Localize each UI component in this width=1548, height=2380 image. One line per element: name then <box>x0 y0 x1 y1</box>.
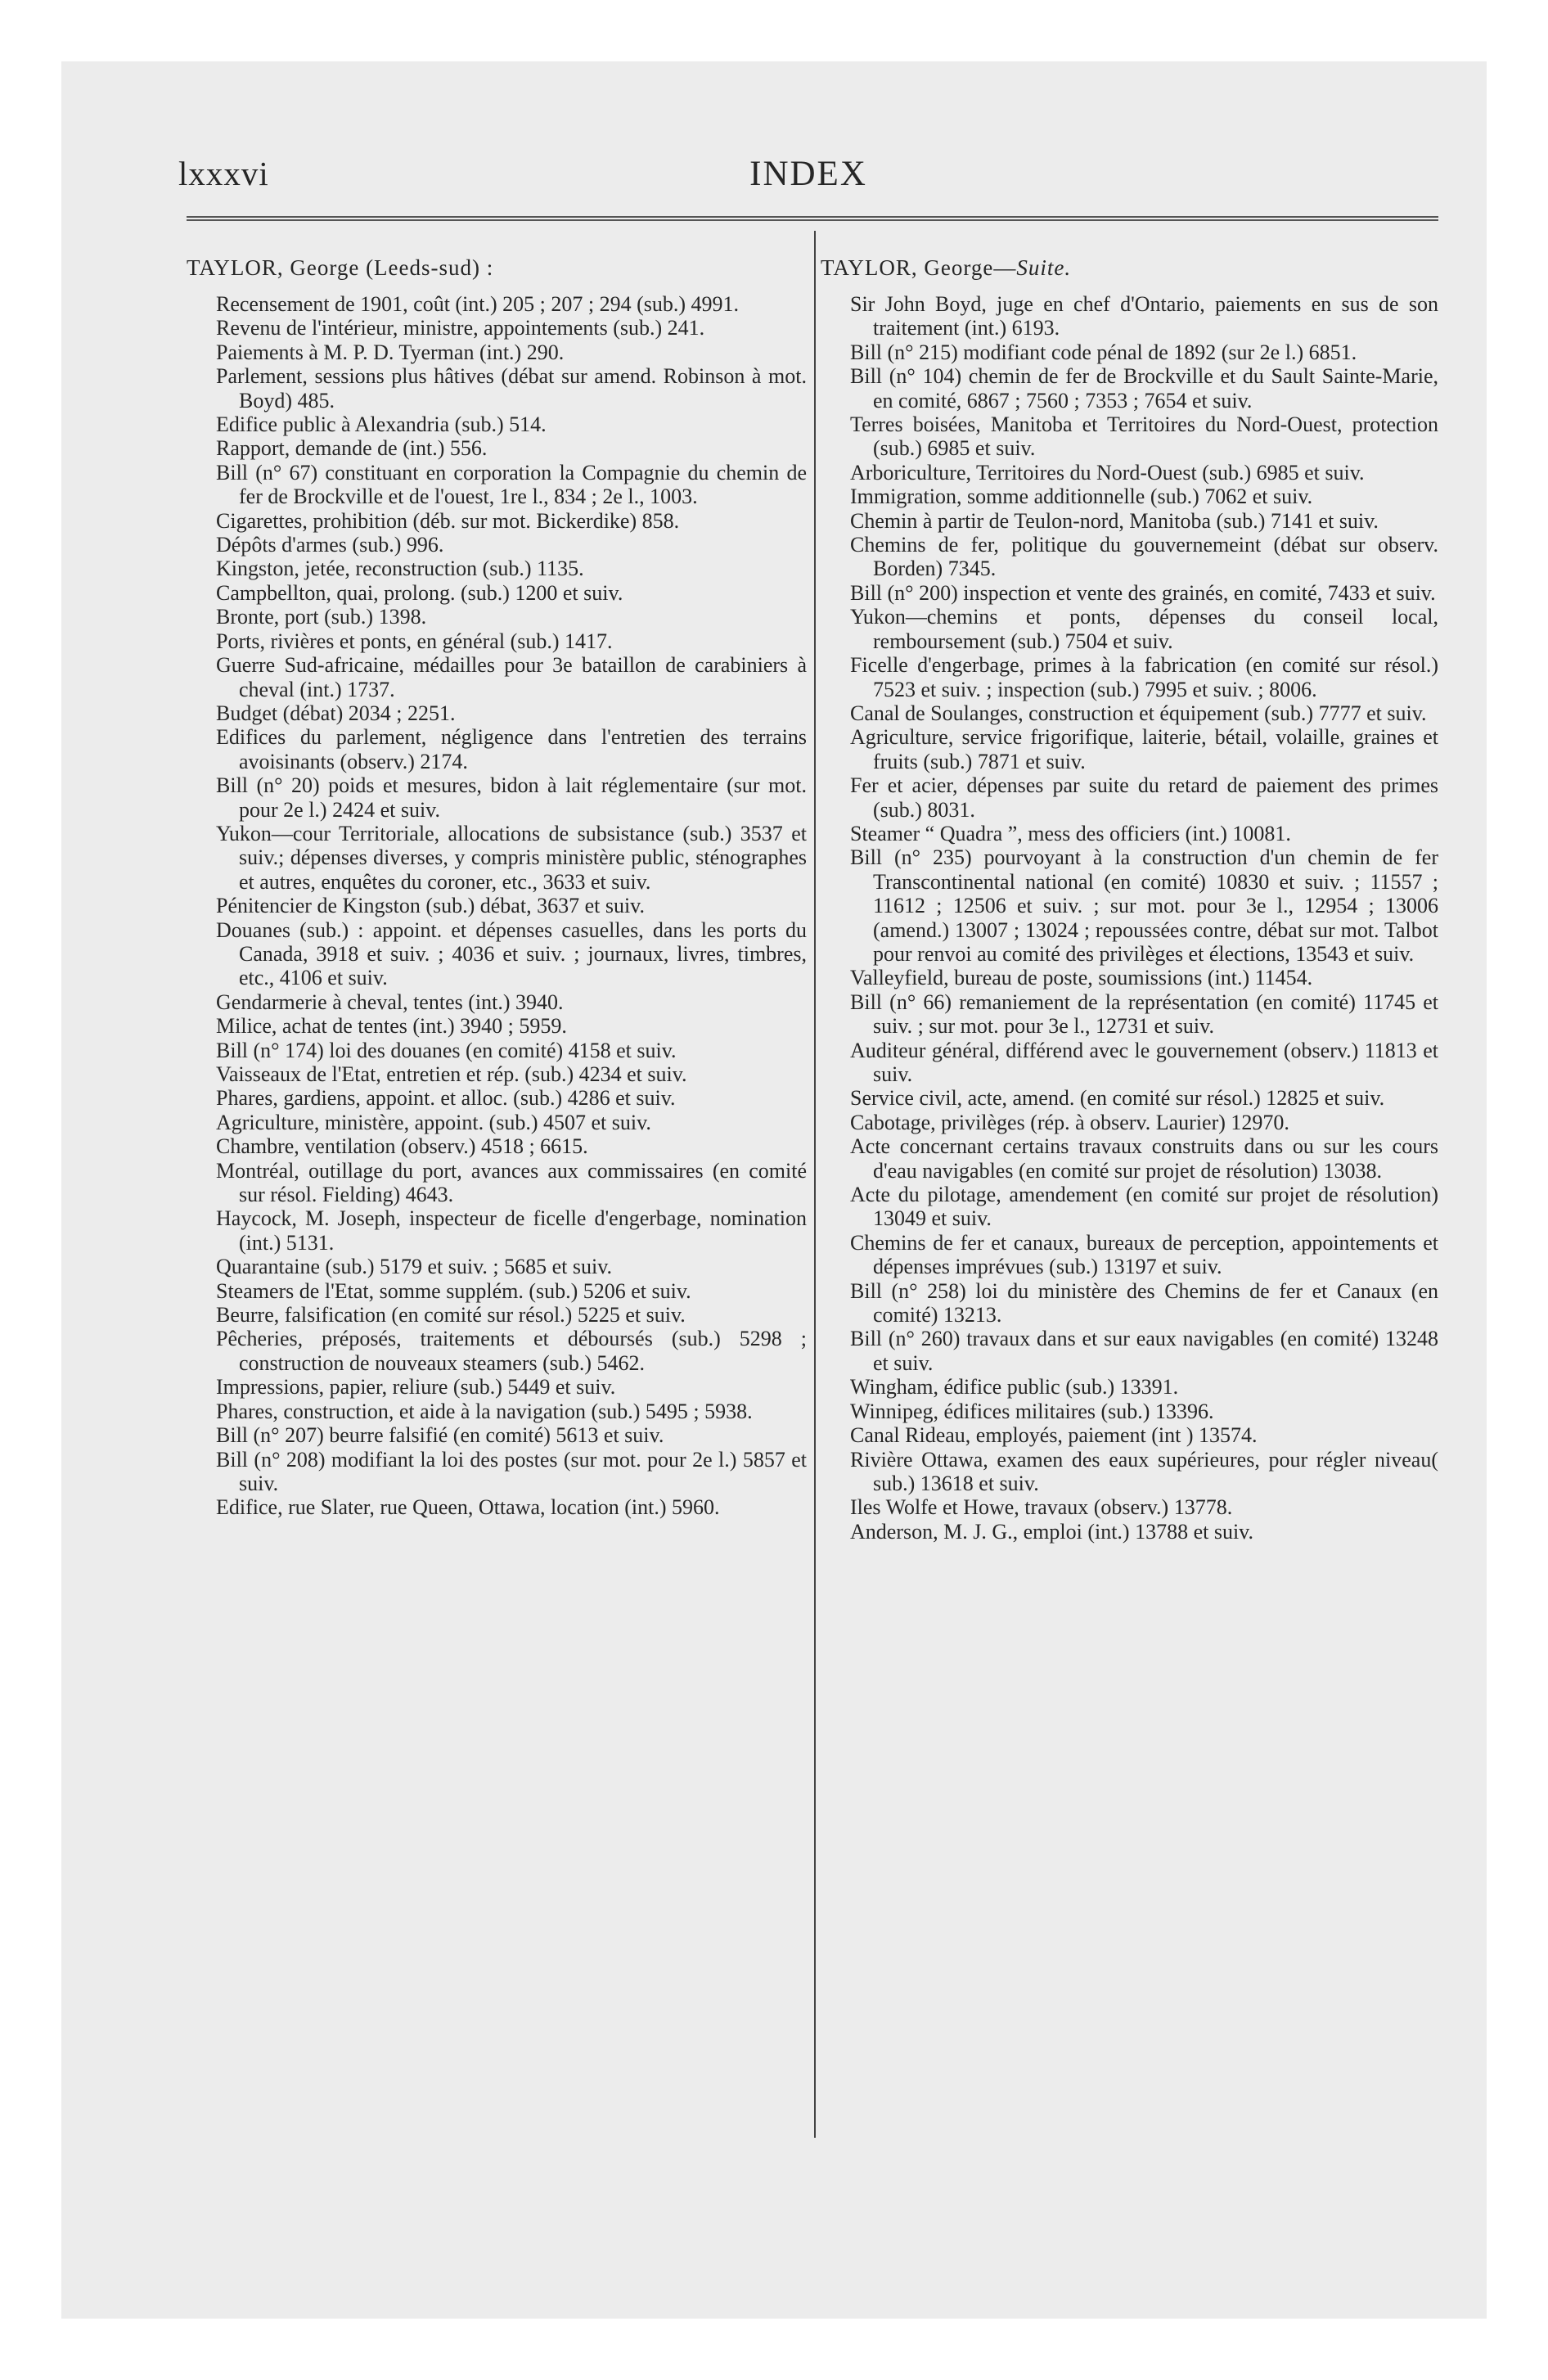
index-entry: Valleyfield, bureau de poste, soumissions (int.) 11454. <box>850 966 1313 990</box>
index-entry: Sir John Boyd, juge en chef d'Ontario, paiements en sus de son traitement (int.) 6193. <box>850 292 1438 340</box>
index-entry: Pénitencier de Kingston (sub.) débat, 3637 et suiv. <box>216 894 645 918</box>
left-column-heading: TAYLOR, George (Leeds-sud) : <box>187 255 494 280</box>
index-entry: Iles Wolfe et Howe, travaux (observ.) 13778. <box>850 1495 1233 1520</box>
left-column <box>187 255 807 1520</box>
index-entry: Chemins de fer, politique du gouvernemeint (débat sur observ. Borden) 7345. <box>850 533 1438 581</box>
index-entry: Cigarettes, prohibition (déb. sur mot. Bickerdike) 858. <box>216 508 680 533</box>
index-entry: Dépôts d'armes (sub.) 996. <box>216 533 444 557</box>
right-heading-name: TAYLOR, George— <box>821 255 1017 280</box>
index-entry: Bill (n° 207) beurre falsifié (en comité) 5613 et suiv. <box>216 1423 664 1448</box>
right-heading-suite: Suite. <box>1016 255 1072 280</box>
index-entry: Milice, achat de tentes (int.) 3940 ; 5959. <box>216 1014 567 1039</box>
index-entry: Parlement, sessions plus hâtives (débat sur amend. Robinson à mot. Boyd) 485. <box>216 364 807 412</box>
index-entry: Immigration, somme additionnelle (sub.) 7062 et suiv. <box>850 485 1313 509</box>
index-entry: Chambre, ventilation (observ.) 4518 ; 6615. <box>216 1134 588 1159</box>
index-entry: Service civil, acte, amend. (en comité sur résol.) 12825 et suiv. <box>850 1086 1385 1111</box>
right-entry-list <box>821 292 1438 1544</box>
index-entry: Campbellton, quai, prolong. (sub.) 1200 et suiv. <box>216 580 623 605</box>
right-column <box>821 255 1438 1544</box>
index-entry: Gendarmerie à cheval, tentes (int.) 3940. <box>216 989 564 1014</box>
index-entry: Bill (n° 215) modifiant code pénal de 1892 (sur 2e l.) 6851. <box>850 340 1357 364</box>
index-entry: Acte du pilotage, amendement (en comité sur projet de résolution) 13049 et suiv. <box>850 1183 1438 1231</box>
index-entry: Revenu de l'intérieur, ministre, appointements (sub.) 241. <box>216 316 705 340</box>
index-entry: Bill (n° 258) loi du ministère des Chemins de fer et Canaux (en comité) 13213. <box>850 1278 1438 1327</box>
index-entry: Steamer “ Quadra ”, mess des officiers (int.) 10081. <box>850 821 1291 845</box>
index-entry: Acte concernant certains travaux construits dans ou sur les cours d'eau navigables (en comité sur projet de résolution) 13038. <box>850 1134 1438 1183</box>
index-entry: Edifices du parlement, négligence dans l'entretien des terrains avoisinants (observ.) 2174. <box>216 725 807 773</box>
index-entry: Phares, construction, et aide à la navigation (sub.) 5495 ; 5938. <box>216 1399 753 1423</box>
index-entry: Edifice public à Alexandria (sub.) 514. <box>216 412 547 437</box>
index-entry: Kingston, jetée, reconstruction (sub.) 1135. <box>216 557 584 581</box>
index-entry: Bill (n° 20) poids et mesures, bidon à lait réglementaire (sur mot. pour 2e l.) 2424 et suiv. <box>216 773 807 822</box>
index-entry: Bill (n° 235) pourvoyant à la construction d'un chemin de fer Transcontinental national (en comité) 10830 et suiv. ; 11557 ; 11612 ; 12506 et suiv. ; sur mot. pour 3e l., 12954 ; 13006 (amend.) 13007 ; 13024 ; repoussées contre, débat sur mot. Talbot pour renvoi au comité des privilèges et élections, 13543 et suiv. <box>850 845 1438 966</box>
index-entry: Rapport, demande de (int.) 556. <box>216 436 488 461</box>
index-entry: Winnipeg, édifices militaires (sub.) 13396. <box>850 1399 1214 1423</box>
index-entry: Anderson, M. J. G., emploi (int.) 13788 et suiv. <box>850 1519 1253 1544</box>
index-entry: Chemins de fer et canaux, bureaux de perception, appointements et dépenses imprévues (sub.) 13197 et suiv. <box>850 1230 1438 1279</box>
index-entry: Budget (débat) 2034 ; 2251. <box>216 701 456 725</box>
index-entry: Agriculture, service frigorifique, laiterie, bétail, volaille, graines et fruits (sub.) 7871 et suiv. <box>850 725 1438 773</box>
index-entry: Terres boisées, Manitoba et Territoires du Nord-Ouest, protection (sub.) 6985 et suiv. <box>850 412 1438 461</box>
page-title: INDEX <box>749 155 867 193</box>
page-header <box>178 154 1438 203</box>
index-entry: Douanes (sub.) : appoint. et dépenses casuelles, dans les ports du Canada, 3918 et suiv. ; 4036 et suiv. ; journaux, livres, timbres, etc., 4106 et suiv. <box>216 917 807 990</box>
index-entry: Bill (n° 66) remaniement de la représentation (en comité) 11745 et suiv. ; sur mot. pour 3e l., 12731 et suiv. <box>850 989 1438 1039</box>
index-entry: Bill (n° 174) loi des douanes (en comité) 4158 et suiv. <box>216 1038 677 1062</box>
index-entry: Impressions, papier, reliure (sub.) 5449 et suiv. <box>216 1375 616 1400</box>
index-entry: Edifice, rue Slater, rue Queen, Ottawa, location (int.) 5960. <box>216 1495 720 1520</box>
index-entry: Haycock, M. Joseph, inspecteur de ficelle d'engerbage, nomination (int.) 5131. <box>216 1206 807 1255</box>
index-entry: Quarantaine (sub.) 5179 et suiv. ; 5685 et suiv. <box>216 1255 613 1279</box>
index-entry: Paiements à M. P. D. Tyerman (int.) 290. <box>216 340 565 364</box>
index-entry: Vaisseaux de l'Etat, entretien et rép. (sub.) 4234 et suiv. <box>216 1062 687 1086</box>
index-entry: Cabotage, privilèges (rép. à observ. Laurier) 12970. <box>850 1110 1289 1134</box>
index-entry: Bill (n° 260) travaux dans et sur eaux navigables (en comité) 13248 et suiv. <box>850 1327 1438 1375</box>
index-entry: Auditeur général, différend avec le gouvernement (observ.) 11813 et suiv. <box>850 1038 1438 1086</box>
index-entry: Montréal, outillage du port, avances aux commissaires (en comité sur résol. Fielding) 4643. <box>216 1158 807 1207</box>
index-entry: Bill (n° 104) chemin de fer de Brockville et du Sault Sainte-Marie, en comité, 6867 ; 7560 ; 7353 ; 7654 et suiv. <box>850 364 1438 412</box>
index-entry: Steamers de l'Etat, somme supplém. (sub.) 5206 et suiv. <box>216 1278 691 1303</box>
index-entry: Pêcheries, préposés, traitements et déboursés (sub.) 5298 ; construction de nouveaux steamers (sub.) 5462. <box>216 1327 807 1375</box>
page-number: lxxxvi <box>178 155 269 192</box>
index-entry: Arboriculture, Territoires du Nord-Ouest (sub.) 6985 et suiv. <box>850 460 1365 485</box>
index-entry: Ports, rivières et ponts, en général (sub.) 1417. <box>216 629 613 653</box>
left-entry-list <box>187 292 807 1520</box>
index-entry: Fer et acier, dépenses par suite du retard de paiement des primes (sub.) 8031. <box>850 773 1438 822</box>
index-entry: Chemin à partir de Teulon-nord, Manitoba (sub.) 7141 et suiv. <box>850 508 1379 533</box>
index-entry: Bill (n° 200) inspection et vente des grainés, en comité, 7433 et suiv. <box>850 580 1436 605</box>
index-entry: Yukon—cour Territoriale, allocations de subsistance (sub.) 3537 et suiv.; dépenses diverses, y compris ministère public, sténographes et autres, enquêtes du coroner, etc., 3633 et suiv. <box>216 821 807 894</box>
index-entry: Recensement de 1901, coût (int.) 205 ; 207 ; 294 (sub.) 4991. <box>216 292 740 316</box>
index-entry: Bronte, port (sub.) 1398. <box>216 605 427 629</box>
index-entry: Canal Rideau, employés, paiement (int ) 13574. <box>850 1423 1258 1448</box>
index-entry: Rivière Ottawa, examen des eaux supérieures, pour régler niveau( sub.) 13618 et suiv. <box>850 1447 1438 1495</box>
right-column-heading <box>821 255 1438 281</box>
index-entry: Wingham, édifice public (sub.) 13391. <box>850 1375 1179 1400</box>
index-entry: Canal de Soulanges, construction et équipement (sub.) 7777 et suiv. <box>850 701 1427 725</box>
index-entry: Beurre, falsification (en comité sur résol.) 5225 et suiv. <box>216 1303 686 1327</box>
index-entry: Phares, gardiens, appoint. et alloc. (sub.) 4286 et suiv. <box>216 1086 676 1111</box>
header-rule <box>187 216 1438 221</box>
index-entry: Ficelle d'engerbage, primes à la fabrication (en comité sur résol.) 7523 et suiv. ; inspection (sub.) 7995 et suiv. ; 8006. <box>850 653 1438 701</box>
index-entry: Guerre Sud-africaine, médailles pour 3e bataillon de carabiniers à cheval (int.) 1737. <box>216 653 807 701</box>
index-entry: Bill (n° 208) modifiant la loi des postes (sur mot. pour 2e l.) 5857 et suiv. <box>216 1447 807 1495</box>
index-entry: Agriculture, ministère, appoint. (sub.) 4507 et suiv. <box>216 1110 651 1134</box>
index-entry: Bill (n° 67) constituant en corporation la Compagnie du chemin de fer de Brockville et de l'ouest, 1re l., 834 ; 2e l., 1003. <box>216 460 807 509</box>
column-divider <box>814 231 816 2138</box>
index-entry: Yukon—chemins et ponts, dépenses du conseil local, remboursement (sub.) 7504 et suiv. <box>850 605 1438 653</box>
